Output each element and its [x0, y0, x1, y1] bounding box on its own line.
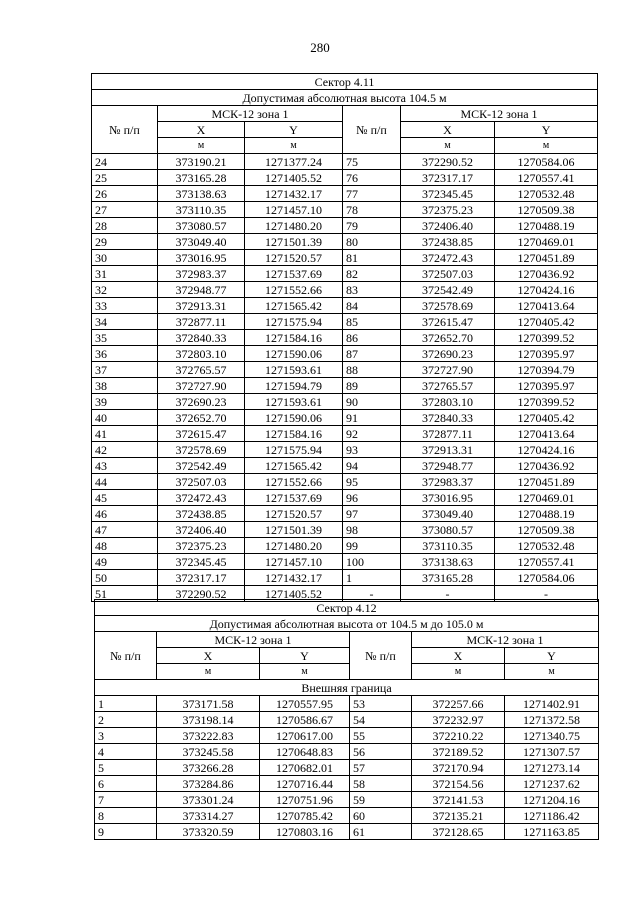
point-number: 37: [92, 362, 158, 378]
point-number: 76: [343, 170, 401, 186]
coord-y: 1270557.41: [495, 554, 598, 570]
point-number: 38: [92, 378, 158, 394]
coord-y: 1270394.79: [495, 362, 598, 378]
table-row: [92, 218, 598, 234]
coord-x: 372690.23: [158, 394, 245, 410]
point-number: 81: [343, 250, 401, 266]
table-row: [92, 538, 598, 554]
coord-x: 372375.23: [158, 538, 245, 554]
coord-y: 1271377.24: [245, 154, 343, 170]
table-row: [95, 728, 599, 744]
point-number: 48: [92, 538, 158, 554]
x-header: X: [401, 122, 495, 138]
point-number: 5: [95, 760, 157, 776]
point-number: 39: [92, 394, 158, 410]
coord-y: 1271575.94: [245, 314, 343, 330]
page-number: 280: [310, 40, 330, 55]
point-number: 78: [343, 202, 401, 218]
coord-x: 372189.52: [412, 744, 505, 760]
point-number: 30: [92, 250, 158, 266]
coord-y: 1270469.01: [495, 234, 598, 250]
point-number: 95: [343, 474, 401, 490]
num-header: № п/п: [350, 632, 412, 680]
coord-y: 1270682.01: [260, 760, 350, 776]
point-number: 92: [343, 426, 401, 442]
coord-y: 1270451.89: [495, 250, 598, 266]
coord-y: 1271501.39: [245, 234, 343, 250]
coord-x: 373314.27: [157, 808, 260, 824]
coord-y: 1271552.66: [245, 282, 343, 298]
table-row: [92, 234, 598, 250]
coord-x: 372948.77: [158, 282, 245, 298]
point-number: 27: [92, 202, 158, 218]
coord-y: 1270509.38: [495, 202, 598, 218]
point-number: 51: [92, 586, 158, 602]
table-row: [92, 474, 598, 490]
coord-system-header: МСК-12 зона 1: [401, 106, 598, 122]
point-number: 89: [343, 378, 401, 394]
coord-y: 1270399.52: [495, 394, 598, 410]
coord-x: 373284.86: [157, 776, 260, 792]
coord-x: 372170.94: [412, 760, 505, 776]
sector-title: Сектор 4.12: [95, 600, 599, 616]
point-number: 1: [95, 696, 157, 712]
coord-x: 373165.28: [401, 570, 495, 586]
coord-y: 1270488.19: [495, 506, 598, 522]
y-header: Y: [245, 122, 343, 138]
coord-x: 372438.85: [158, 506, 245, 522]
coord-x: 372210.22: [412, 728, 505, 744]
sector-subtitle: Допустимая абсолютная высота 104.5 м: [92, 90, 598, 106]
coord-y: 1271480.20: [245, 538, 343, 554]
coord-x: 373320.59: [157, 824, 260, 840]
sector-4-12-table: [94, 599, 599, 840]
table-row: [92, 202, 598, 218]
x-header: X: [158, 122, 245, 138]
unit-label: м: [158, 138, 245, 154]
coord-x: 372472.43: [158, 490, 245, 506]
coord-x: 372317.17: [158, 570, 245, 586]
point-number: 44: [92, 474, 158, 490]
coord-y: 1271405.52: [245, 586, 343, 602]
table-row: [92, 426, 598, 442]
coord-y: 1271186.42: [505, 808, 599, 824]
point-number: 6: [95, 776, 157, 792]
point-number: 56: [350, 744, 412, 760]
coord-x: 373190.21: [158, 154, 245, 170]
point-number: 91: [343, 410, 401, 426]
point-number: 87: [343, 346, 401, 362]
point-number: 94: [343, 458, 401, 474]
point-number: 57: [350, 760, 412, 776]
point-number: 28: [92, 218, 158, 234]
point-number: 84: [343, 298, 401, 314]
coord-y: 1270436.92: [495, 458, 598, 474]
coord-y: 1271584.16: [245, 426, 343, 442]
coord-y: 1271593.61: [245, 394, 343, 410]
coord-y: 1270488.19: [495, 218, 598, 234]
coord-y: 1271163.85: [505, 824, 599, 840]
coord-x: 372765.57: [401, 378, 495, 394]
table-row: [92, 266, 598, 282]
coord-y: 1271565.42: [245, 458, 343, 474]
coord-x: 372877.11: [401, 426, 495, 442]
point-number: 80: [343, 234, 401, 250]
coord-x: 372154.56: [412, 776, 505, 792]
table-row: [95, 776, 599, 792]
coord-x: 372438.85: [401, 234, 495, 250]
coord-x: 373222.83: [157, 728, 260, 744]
point-number: 60: [350, 808, 412, 824]
coord-x: 372128.65: [412, 824, 505, 840]
table-row: [92, 170, 598, 186]
coord-y: 1271590.06: [245, 346, 343, 362]
coord-y: 1270532.48: [495, 186, 598, 202]
coord-x: 373049.40: [158, 234, 245, 250]
point-number: 100: [343, 554, 401, 570]
point-number: 77: [343, 186, 401, 202]
coord-x: 373301.24: [157, 792, 260, 808]
table-row: [92, 314, 598, 330]
unit-label: м: [412, 664, 505, 680]
coord-x: 372948.77: [401, 458, 495, 474]
coord-y: 1270413.64: [495, 298, 598, 314]
coord-y: 1271584.16: [245, 330, 343, 346]
point-number: 32: [92, 282, 158, 298]
table-row: [95, 744, 599, 760]
unit-label: м: [401, 138, 495, 154]
table-row: [92, 554, 598, 570]
coord-y: -: [495, 586, 598, 602]
section-label: Внешняя граница: [95, 680, 599, 696]
table-row: [92, 410, 598, 426]
coord-x: 372983.37: [401, 474, 495, 490]
table-row: [92, 458, 598, 474]
table-row: [92, 330, 598, 346]
sector-4-11-rows: [92, 154, 598, 602]
coord-x: 372232.97: [412, 712, 505, 728]
point-number: 61: [350, 824, 412, 840]
coord-y: 1271520.57: [245, 250, 343, 266]
point-number: 7: [95, 792, 157, 808]
coord-y: 1270716.44: [260, 776, 350, 792]
point-number: 46: [92, 506, 158, 522]
coord-x: 372727.90: [158, 378, 245, 394]
coord-y: 1271402.91: [505, 696, 599, 712]
point-number: 53: [350, 696, 412, 712]
coord-y: 1271590.06: [245, 410, 343, 426]
coord-y: 1270405.42: [495, 410, 598, 426]
coord-y: 1270617.00: [260, 728, 350, 744]
coord-x: 372141.53: [412, 792, 505, 808]
point-number: 98: [343, 522, 401, 538]
coord-y: 1270803.16: [260, 824, 350, 840]
coord-x: 372290.52: [401, 154, 495, 170]
coord-x: 372877.11: [158, 314, 245, 330]
coord-y: 1270785.42: [260, 808, 350, 824]
sector-4-11-table: [91, 73, 598, 602]
coord-y: 1271565.42: [245, 298, 343, 314]
table-row: [95, 808, 599, 824]
coord-y: 1271237.62: [505, 776, 599, 792]
coord-y: 1271340.75: [505, 728, 599, 744]
coord-x: 372803.10: [158, 346, 245, 362]
table-row: [92, 378, 598, 394]
coord-y: 1270751.96: [260, 792, 350, 808]
unit-label: м: [260, 664, 350, 680]
point-number: 88: [343, 362, 401, 378]
coord-y: 1270405.42: [495, 314, 598, 330]
coord-x: 372983.37: [158, 266, 245, 282]
coord-y: 1270557.95: [260, 696, 350, 712]
point-number: 50: [92, 570, 158, 586]
coord-y: 1270424.16: [495, 282, 598, 298]
point-number: 29: [92, 234, 158, 250]
point-number: 79: [343, 218, 401, 234]
unit-label: м: [157, 664, 260, 680]
coord-y: 1271457.10: [245, 202, 343, 218]
coord-y: 1271372.58: [505, 712, 599, 728]
coord-y: 1270469.01: [495, 490, 598, 506]
coord-y: 1271501.39: [245, 522, 343, 538]
coord-system-header: МСК-12 зона 1: [158, 106, 343, 122]
coord-x: 372345.45: [401, 186, 495, 202]
coord-x: 372345.45: [158, 554, 245, 570]
coord-x: 372652.70: [401, 330, 495, 346]
table-row: [92, 154, 598, 170]
coord-x: 372840.33: [158, 330, 245, 346]
point-number: 36: [92, 346, 158, 362]
point-number: 82: [343, 266, 401, 282]
table-row: [92, 298, 598, 314]
sector-title: Сектор 4.11: [92, 74, 598, 90]
unit-label: м: [495, 138, 598, 154]
coord-y: 1270509.38: [495, 522, 598, 538]
coord-x: 373016.95: [401, 490, 495, 506]
coord-x: 372690.23: [401, 346, 495, 362]
coord-y: 1270395.97: [495, 346, 598, 362]
table-row: [92, 282, 598, 298]
coord-x: 372542.49: [158, 458, 245, 474]
point-number: 25: [92, 170, 158, 186]
point-number: 83: [343, 282, 401, 298]
coord-y: 1270395.97: [495, 378, 598, 394]
point-number: 4: [95, 744, 157, 760]
point-number: 31: [92, 266, 158, 282]
point-number: 75: [343, 154, 401, 170]
coord-x: 372542.49: [401, 282, 495, 298]
coord-x: 372472.43: [401, 250, 495, 266]
y-header: Y: [260, 648, 350, 664]
table-row: [95, 696, 599, 712]
table-row: [92, 250, 598, 266]
coord-x: -: [401, 586, 495, 602]
coord-y: 1271552.66: [245, 474, 343, 490]
coord-x: 372507.03: [401, 266, 495, 282]
coord-x: 373049.40: [401, 506, 495, 522]
point-number: 41: [92, 426, 158, 442]
sector-4-12-rows: [95, 696, 599, 840]
coord-y: 1271204.16: [505, 792, 599, 808]
coord-x: 372615.47: [158, 426, 245, 442]
coord-x: 372578.69: [401, 298, 495, 314]
coord-x: 372406.40: [158, 522, 245, 538]
coord-y: 1271307.57: [505, 744, 599, 760]
coord-x: 372840.33: [401, 410, 495, 426]
coord-x: 373245.58: [157, 744, 260, 760]
coord-y: 1271537.69: [245, 266, 343, 282]
table-row: [95, 792, 599, 808]
coord-y: 1271273.14: [505, 760, 599, 776]
point-number: 34: [92, 314, 158, 330]
point-number: 33: [92, 298, 158, 314]
table-row: [95, 760, 599, 776]
table-row: [95, 712, 599, 728]
table-row: [92, 506, 598, 522]
point-number: 99: [343, 538, 401, 554]
point-number: 54: [350, 712, 412, 728]
coord-y: 1271537.69: [245, 490, 343, 506]
coord-x: 373110.35: [401, 538, 495, 554]
unit-label: м: [505, 664, 599, 680]
coord-x: 372765.57: [158, 362, 245, 378]
table-row: [92, 394, 598, 410]
coord-x: 373165.28: [158, 170, 245, 186]
coord-x: 373198.14: [157, 712, 260, 728]
coord-y: 1270424.16: [495, 442, 598, 458]
coord-x: 372135.21: [412, 808, 505, 824]
coord-x: 372913.31: [401, 442, 495, 458]
coord-x: 372317.17: [401, 170, 495, 186]
point-number: 2: [95, 712, 157, 728]
point-number: 3: [95, 728, 157, 744]
coord-y: 1270586.67: [260, 712, 350, 728]
num-header: № п/п: [95, 632, 157, 680]
coord-y: 1270648.83: [260, 744, 350, 760]
table-row: [92, 522, 598, 538]
coord-y: 1270532.48: [495, 538, 598, 554]
coord-y: 1270436.92: [495, 266, 598, 282]
coord-y: 1270451.89: [495, 474, 598, 490]
point-number: 40: [92, 410, 158, 426]
coord-x: 373138.63: [401, 554, 495, 570]
coord-x: 372803.10: [401, 394, 495, 410]
coord-x: 372257.66: [412, 696, 505, 712]
point-number: 45: [92, 490, 158, 506]
coord-x: 373138.63: [158, 186, 245, 202]
coord-x: 372652.70: [158, 410, 245, 426]
point-number: 9: [95, 824, 157, 840]
coord-x: 373080.57: [158, 218, 245, 234]
coord-y: 1271575.94: [245, 442, 343, 458]
point-number: 86: [343, 330, 401, 346]
coord-x: 372375.23: [401, 202, 495, 218]
point-number: 8: [95, 808, 157, 824]
coord-x: 373171.58: [157, 696, 260, 712]
coord-y: 1271405.52: [245, 170, 343, 186]
point-number: 85: [343, 314, 401, 330]
coord-y: 1271432.17: [245, 186, 343, 202]
table-row: [92, 490, 598, 506]
coord-x: 372727.90: [401, 362, 495, 378]
point-number: 35: [92, 330, 158, 346]
coord-x: 373080.57: [401, 522, 495, 538]
coord-y: 1270584.06: [495, 154, 598, 170]
point-number: 43: [92, 458, 158, 474]
num-header: № п/п: [92, 106, 158, 154]
sector-subtitle: Допустимая абсолютная высота от 104.5 м до 105.0 м: [95, 616, 599, 632]
coord-y: 1271432.17: [245, 570, 343, 586]
table-row: [92, 186, 598, 202]
unit-label: м: [245, 138, 343, 154]
point-number: 49: [92, 554, 158, 570]
point-number: 93: [343, 442, 401, 458]
coord-y: 1271457.10: [245, 554, 343, 570]
coord-y: 1271594.79: [245, 378, 343, 394]
coord-x: 373016.95: [158, 250, 245, 266]
coord-y: 1271593.61: [245, 362, 343, 378]
coord-x: 372406.40: [401, 218, 495, 234]
coord-x: 372578.69: [158, 442, 245, 458]
coord-x: 373110.35: [158, 202, 245, 218]
point-number: 97: [343, 506, 401, 522]
point-number: 26: [92, 186, 158, 202]
x-header: X: [157, 648, 260, 664]
table-row: [92, 570, 598, 586]
point-number: 55: [350, 728, 412, 744]
coord-y: 1270584.06: [495, 570, 598, 586]
point-number: 90: [343, 394, 401, 410]
point-number: 42: [92, 442, 158, 458]
point-number: 47: [92, 522, 158, 538]
coord-x: 372913.31: [158, 298, 245, 314]
table-row: [95, 824, 599, 840]
coord-y: 1270557.41: [495, 170, 598, 186]
coord-x: 372290.52: [158, 586, 245, 602]
y-header: Y: [505, 648, 599, 664]
coord-x: 372615.47: [401, 314, 495, 330]
point-number: 59: [350, 792, 412, 808]
point-number: 58: [350, 776, 412, 792]
coord-system-header: МСК-12 зона 1: [157, 632, 350, 648]
coord-x: 373266.28: [157, 760, 260, 776]
point-number: 24: [92, 154, 158, 170]
coord-y: 1270399.52: [495, 330, 598, 346]
coord-x: 372507.03: [158, 474, 245, 490]
num-header: № п/п: [343, 106, 401, 154]
coord-y: 1270413.64: [495, 426, 598, 442]
table-row: [92, 362, 598, 378]
table-row: [92, 346, 598, 362]
point-number: -: [343, 586, 401, 602]
table-row: [92, 442, 598, 458]
coord-y: 1271520.57: [245, 506, 343, 522]
x-header: X: [412, 648, 505, 664]
point-number: 1: [343, 570, 401, 586]
coord-system-header: МСК-12 зона 1: [412, 632, 599, 648]
y-header: Y: [495, 122, 598, 138]
point-number: 96: [343, 490, 401, 506]
coord-y: 1271480.20: [245, 218, 343, 234]
